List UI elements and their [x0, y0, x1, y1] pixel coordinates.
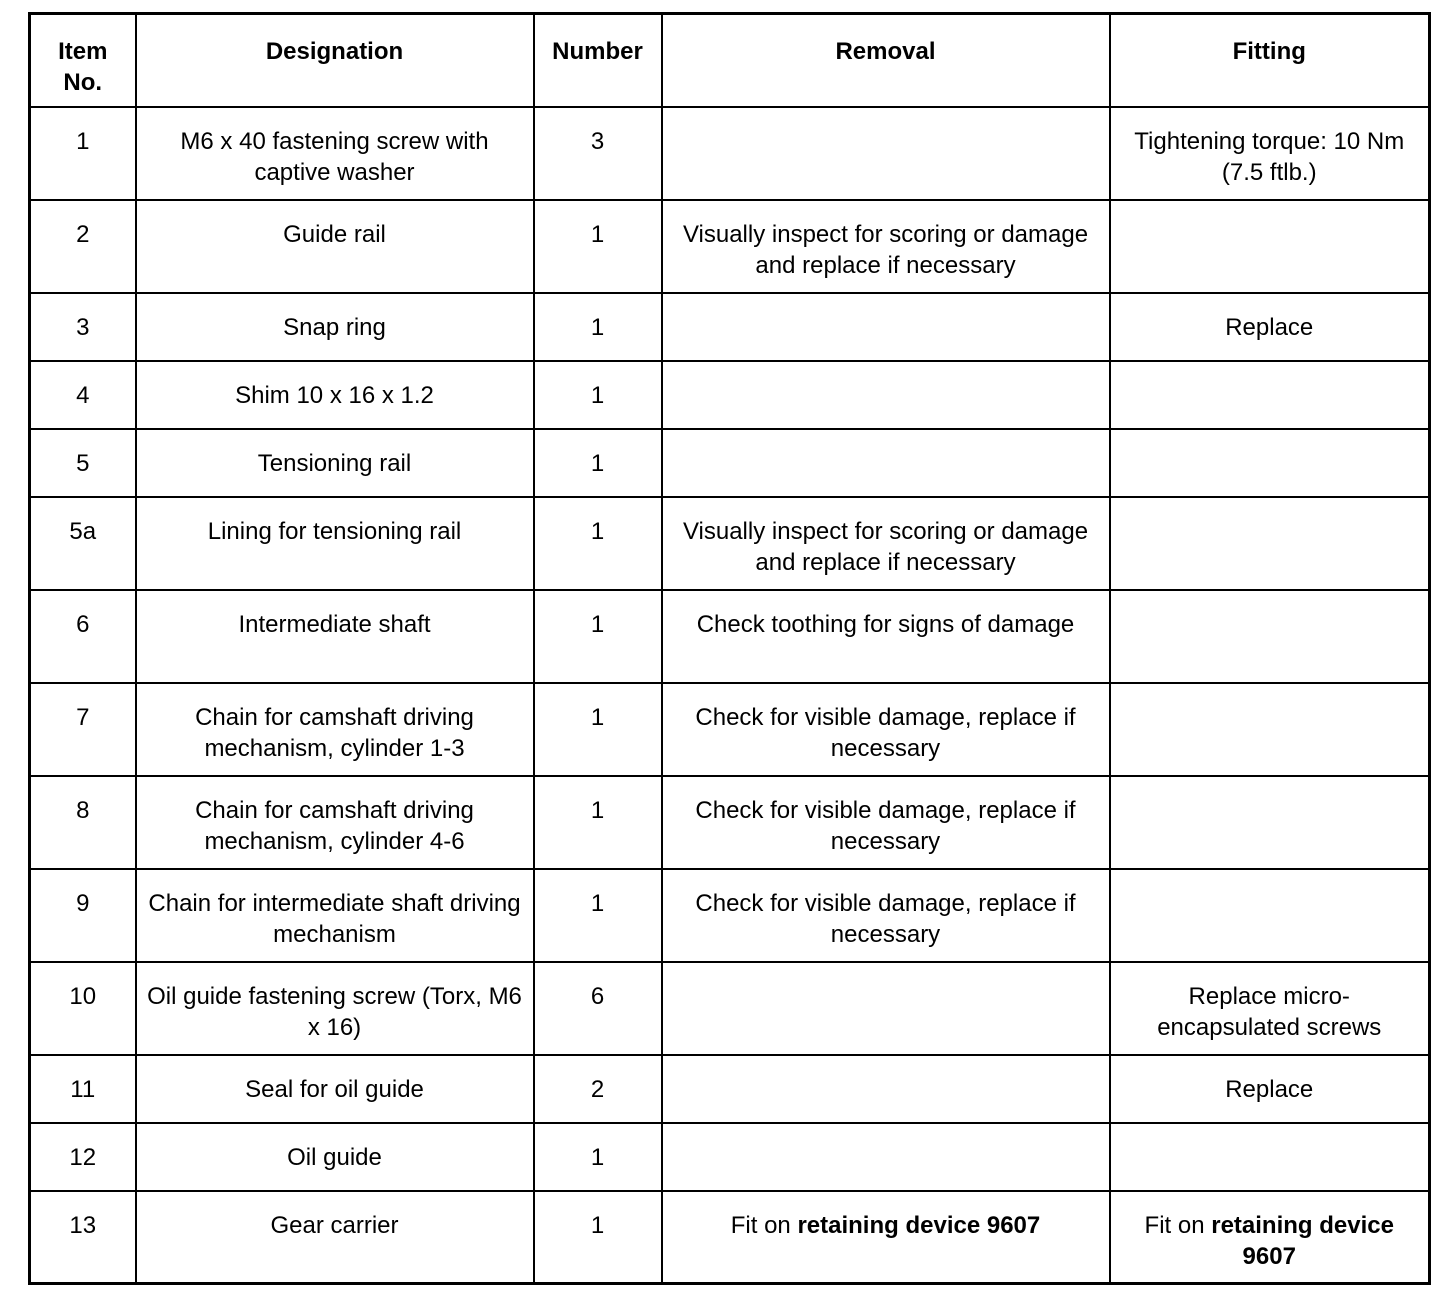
cell-number: 1: [534, 361, 662, 429]
cell-number: 3: [534, 107, 662, 200]
table-row: [30, 361, 1430, 429]
table-row: [30, 776, 1430, 869]
table-row: [30, 683, 1430, 776]
cell-fitting: [1110, 497, 1430, 590]
cell-number: 2: [534, 1055, 662, 1123]
cell-designation: Oil guide fastening screw (Torx, M6 x 16): [136, 962, 534, 1055]
fitting-prefix: Fit on: [1144, 1211, 1212, 1239]
header-removal: Removal: [662, 14, 1110, 107]
cell-number: 1: [534, 429, 662, 497]
table-row: [30, 1055, 1430, 1123]
cell-number: 1: [534, 293, 662, 361]
cell-removal: Visually inspect for scoring or damage and replace if necessary: [662, 497, 1110, 590]
cell-removal: Check for visible damage, replace if necessary: [662, 869, 1110, 962]
cell-number: 1: [534, 497, 662, 590]
cell-fitting: [1110, 1123, 1430, 1191]
header-fitting: Fitting: [1110, 14, 1430, 107]
cell-number: 1: [534, 869, 662, 962]
cell-number: 1: [534, 590, 662, 683]
cell-designation: M6 x 40 fastening screw with captive washer: [136, 107, 534, 200]
cell-fitting: Replace: [1110, 293, 1430, 361]
parts-table: [28, 12, 1431, 1285]
cell-item: 5: [30, 429, 136, 497]
cell-number: 1: [534, 1191, 662, 1284]
cell-designation: Chain for intermediate shaft driving mechanism: [136, 869, 534, 962]
table-row: [30, 200, 1430, 293]
cell-item: 6: [30, 590, 136, 683]
cell-fitting: Tightening torque: 10 Nm (7.5 ftlb.): [1110, 107, 1430, 200]
cell-item: 8: [30, 776, 136, 869]
cell-fitting: [1110, 361, 1430, 429]
table-row: [30, 429, 1430, 497]
cell-item: 3: [30, 293, 136, 361]
cell-removal: [662, 361, 1110, 429]
cell-designation: Tensioning rail: [136, 429, 534, 497]
cell-fitting: [1110, 1191, 1430, 1284]
table-row: [30, 962, 1430, 1055]
cell-removal: Check toothing for signs of damage: [662, 590, 1110, 683]
cell-fitting: Replace: [1110, 1055, 1430, 1123]
cell-designation: Gear carrier: [136, 1191, 534, 1284]
header-row: [30, 14, 1430, 107]
cell-number: 1: [534, 776, 662, 869]
cell-removal: [662, 293, 1110, 361]
cell-number: 1: [534, 683, 662, 776]
cell-removal: Visually inspect for scoring or damage and replace if necessary: [662, 200, 1110, 293]
cell-number: 1: [534, 1123, 662, 1191]
cell-designation: Chain for camshaft driving mechanism, cylinder 1-3: [136, 683, 534, 776]
cell-fitting: [1110, 776, 1430, 869]
cell-item: 13: [30, 1191, 136, 1284]
header-number: Number: [534, 14, 662, 107]
cell-number: 6: [534, 962, 662, 1055]
cell-designation: Lining for tensioning rail: [136, 497, 534, 590]
header-designation: Designation: [136, 14, 534, 107]
cell-removal: Check for visible damage, replace if necessary: [662, 683, 1110, 776]
cell-removal: [662, 1191, 1110, 1284]
cell-designation: Intermediate shaft: [136, 590, 534, 683]
cell-removal: Check for visible damage, replace if necessary: [662, 776, 1110, 869]
cell-item: 2: [30, 200, 136, 293]
removal-tool-name: retaining device 9607: [797, 1211, 1041, 1239]
table-row: [30, 590, 1430, 683]
cell-fitting: [1110, 869, 1430, 962]
table-row: [30, 869, 1430, 962]
cell-designation: Oil guide: [136, 1123, 534, 1191]
table-row: [30, 1123, 1430, 1191]
cell-item: 11: [30, 1055, 136, 1123]
cell-removal: [662, 1055, 1110, 1123]
cell-fitting: [1110, 590, 1430, 683]
cell-fitting: [1110, 200, 1430, 293]
cell-removal: [662, 429, 1110, 497]
cell-item: 4: [30, 361, 136, 429]
cell-fitting: [1110, 683, 1430, 776]
fitting-tool-name: retaining device 9607: [1211, 1211, 1394, 1270]
cell-item: 5a: [30, 497, 136, 590]
cell-number: 1: [534, 200, 662, 293]
removal-prefix: Fit on: [730, 1211, 798, 1239]
cell-designation: Guide rail: [136, 200, 534, 293]
cell-removal: [662, 107, 1110, 200]
cell-designation: Seal for oil guide: [136, 1055, 534, 1123]
table-row: [30, 1191, 1430, 1284]
table-row: [30, 107, 1430, 200]
cell-designation: Snap ring: [136, 293, 534, 361]
header-item-no: Item No.: [30, 14, 136, 107]
cell-item: 10: [30, 962, 136, 1055]
cell-fitting: [1110, 429, 1430, 497]
cell-item: 9: [30, 869, 136, 962]
cell-fitting: Replace micro-encapsulated screws: [1110, 962, 1430, 1055]
cell-item: 7: [30, 683, 136, 776]
table-row: [30, 293, 1430, 361]
cell-item: 1: [30, 107, 136, 200]
cell-removal: [662, 1123, 1110, 1191]
cell-designation: Chain for camshaft driving mechanism, cylinder 4-6: [136, 776, 534, 869]
table-row: [30, 497, 1430, 590]
cell-removal: [662, 962, 1110, 1055]
cell-designation: Shim 10 x 16 x 1.2: [136, 361, 534, 429]
cell-item: 12: [30, 1123, 136, 1191]
